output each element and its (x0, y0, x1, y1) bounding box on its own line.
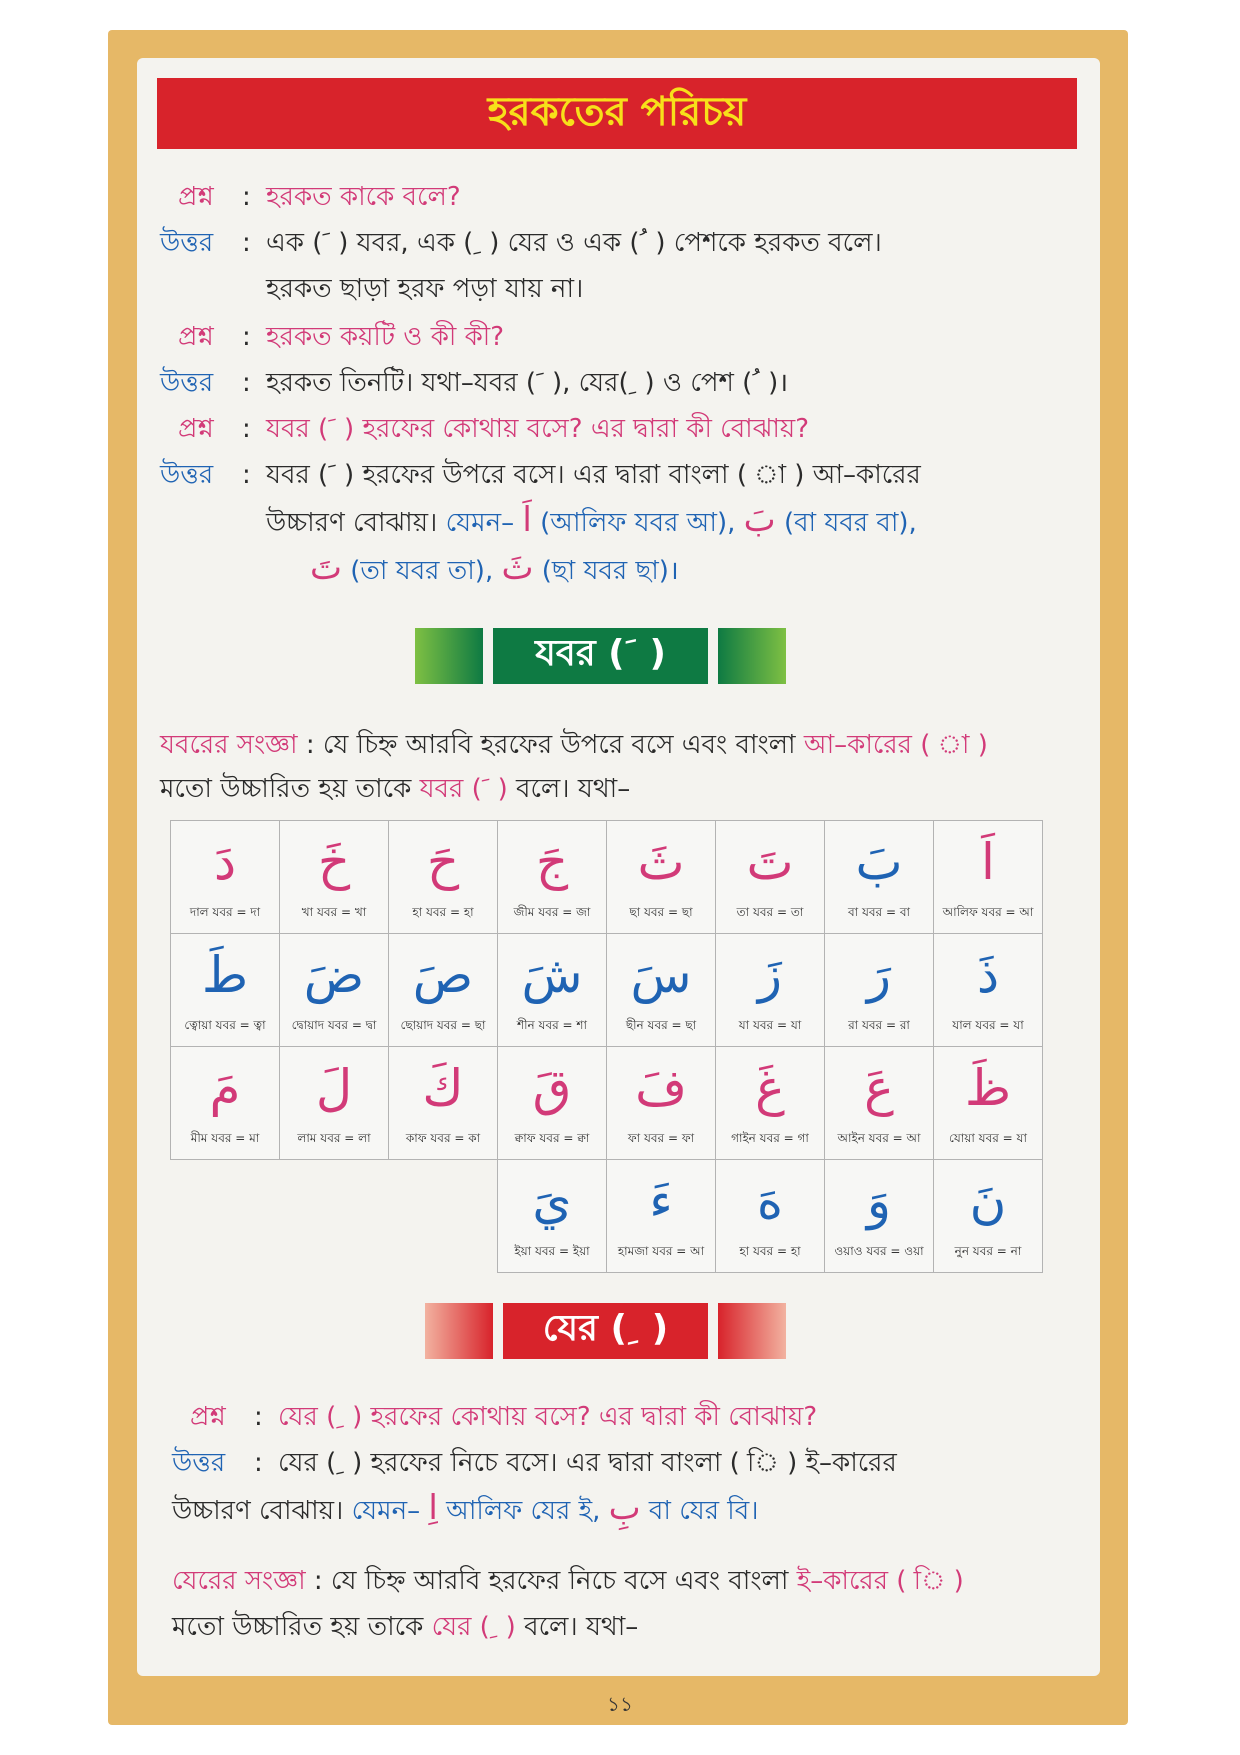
letter-caption: হামজা যবর = আ (617, 1244, 705, 1258)
question-label: প্রশ্ন (190, 1402, 226, 1432)
example-text: (আলিফ যবর আ), (540, 508, 736, 538)
example-label: যেমন– (445, 508, 515, 538)
empty-cell (389, 1160, 498, 1273)
letters-row (171, 1047, 1043, 1160)
letter-cell (934, 1160, 1043, 1273)
letter-cell (498, 1160, 607, 1273)
letter-caption: যোয়া যবর = যা (949, 1131, 1027, 1145)
arabic-letter: عَ (864, 1059, 894, 1117)
colon: : (242, 182, 251, 212)
letter-cell (934, 1047, 1043, 1160)
q3-row (160, 408, 1080, 452)
letter-cell (934, 821, 1043, 934)
letter-caption: আলিফ যবর = আ (942, 905, 1034, 919)
letter-caption: যাল যবর = যা (952, 1018, 1024, 1032)
letter-caption: ছীন যবর = ছা (625, 1018, 697, 1032)
letter-caption: ক্বাফ যবর = ক্বা (514, 1131, 590, 1145)
arabic-letter: بِ (608, 1488, 641, 1528)
letter-cell (825, 821, 934, 934)
colon: : (242, 368, 251, 398)
colon: : (242, 460, 251, 490)
arabic-letter: كَ (422, 1059, 464, 1117)
empty-cell (280, 1160, 389, 1273)
letter-caption: শীন যবর = শা (517, 1018, 587, 1032)
letter-cell (607, 821, 716, 934)
a4-line1: যের ( ِ ) হরফের নিচে বসে। এর দ্বারা বাংলা ( ি ) ই–কারের (278, 1448, 897, 1478)
a3-row2 (160, 500, 1186, 546)
answer-label: উত্তর (160, 368, 214, 398)
letter-cell (716, 934, 825, 1047)
decor-block (718, 628, 786, 684)
arabic-letter: وَ (866, 1172, 892, 1230)
question-label: প্রশ্ন (178, 414, 214, 444)
letter-cell (607, 1160, 716, 1273)
q3-text: যবর ( َ ) হরফের কোথায় বসে? এর দ্বারা কী বোঝায়? (266, 414, 810, 444)
letter-caption: ত্বোয়া যবর = ত্বা (184, 1018, 266, 1032)
section-header-zabar (415, 628, 786, 684)
arabic-letter: مَ (209, 1059, 241, 1117)
arabic-letter: يَ (532, 1172, 572, 1230)
letter-cell (171, 934, 280, 1047)
q1-text: হরকত কাকে বলে? (266, 182, 461, 212)
a1-row2 (160, 268, 1186, 312)
arabic-letter: رَ (866, 946, 892, 1004)
arabic-letter: تَ (746, 833, 794, 891)
arabic-letter: لَ (315, 1059, 353, 1117)
q2-text: হরকত কয়টি ও কী কী? (266, 322, 505, 352)
question-label: প্রশ্ন (178, 322, 214, 352)
letter-caption: বা যবর = বা (847, 905, 910, 919)
example-text: (ছা যবর ছা)। (541, 556, 679, 586)
definition-term: যবরের সংজ্ঞা (160, 730, 298, 760)
arabic-letter: ثَ (501, 548, 534, 588)
letter-caption: ছা যবর = ছা (629, 905, 693, 919)
definition-highlight: আ–কারের ( া ) (803, 730, 988, 760)
letter-cell (389, 934, 498, 1047)
arabic-letter: ثَ (637, 833, 685, 891)
letter-caption: হা যবর = হা (412, 905, 474, 919)
arabic-letter: ضَ (303, 946, 365, 1004)
a3-row (160, 454, 1080, 498)
letter-cell (389, 1047, 498, 1160)
q4-row (172, 1396, 1092, 1440)
arabic-letter: طَ (201, 946, 249, 1004)
letter-caption: যা যবর = যা (738, 1018, 802, 1032)
q1-row (160, 176, 1080, 220)
letter-cell (825, 934, 934, 1047)
a4-line2-text: উচ্চারণ বোঝায়। (172, 1496, 344, 1526)
empty-cell (171, 1160, 280, 1273)
letter-cell (607, 1047, 716, 1160)
letter-cell (825, 1160, 934, 1273)
letter-caption: গাইন যবর = গা (731, 1131, 809, 1145)
letter-cell (716, 1160, 825, 1273)
letter-cell (716, 821, 825, 934)
zabar-def-row1 (160, 724, 1080, 768)
a1-row (160, 222, 1080, 266)
letter-cell (934, 934, 1043, 1047)
arabic-letter: قَ (532, 1059, 572, 1117)
arabic-letter: اَ (981, 833, 995, 891)
arabic-letter: تَ (310, 548, 343, 588)
colon: : (254, 1402, 263, 1432)
letter-cell (280, 821, 389, 934)
letters-row (171, 934, 1043, 1047)
letters-table (170, 820, 1043, 1273)
section-title-zabar: যবর ( َ ) (493, 628, 708, 684)
definition-term: যেরের সংজ্ঞা (172, 1566, 306, 1596)
example-label: যেমন– (351, 1496, 421, 1526)
definition-text: মতো উচ্চারিত হয় তাকে (160, 774, 412, 804)
arabic-letter: ءَ (649, 1172, 673, 1230)
answer-label: উত্তর (160, 228, 214, 258)
arabic-letter: سَ (630, 946, 692, 1004)
letter-caption: জীম যবর = জা (513, 905, 591, 919)
q2-row (160, 316, 1080, 360)
arabic-letter: هَ (756, 1172, 784, 1230)
answer-label: উত্তর (172, 1448, 226, 1478)
letter-caption: লাম যবর = লা (297, 1131, 371, 1145)
a4-row (172, 1442, 1092, 1486)
a3-line1: যবর ( َ ) হরফের উপরে বসে। এর দ্বারা বাংলা ( া ) আ–কারের (266, 460, 921, 490)
letter-cell (171, 1047, 280, 1160)
definition-text: মতো উচ্চারিত হয় তাকে (172, 1612, 424, 1642)
letter-caption: আইন যবর = আ (837, 1131, 921, 1145)
letters-row (171, 1160, 1043, 1273)
example-text: (বা যবর বা), (783, 508, 917, 538)
letter-caption: ওয়াও যবর = ওয়া (834, 1244, 924, 1258)
letter-caption: মীম যবর = মা (190, 1131, 260, 1145)
letter-caption: ফা যবর = ফা (627, 1131, 695, 1145)
colon: : (242, 228, 251, 258)
definition-text: : যে চিহ্ন আরবি হরফের উপরে বসে এবং বাংলা (305, 730, 796, 760)
definition-highlight: ই–কারের ( ি ) (796, 1566, 964, 1596)
section-header-zer (425, 1303, 786, 1359)
zer-def-row2 (172, 1606, 1092, 1650)
section-title-zer: যের ( ِ ) (503, 1303, 708, 1359)
definition-highlight: যবর ( َ ) (419, 774, 508, 804)
letter-caption: কাফ যবর = কা (405, 1131, 481, 1145)
arabic-letter: جَ (535, 833, 569, 891)
example-text: বা যের বি। (648, 1496, 759, 1526)
letter-cell (498, 821, 607, 934)
letters-row (171, 821, 1043, 934)
letter-caption: নুন যবর = না (954, 1244, 1022, 1258)
definition-text: বলে। যথা– (516, 774, 631, 804)
arabic-letter: اَ (522, 500, 532, 540)
decor-block (425, 1303, 493, 1359)
colon: : (254, 1448, 263, 1478)
letter-cell (280, 1047, 389, 1160)
letter-caption: রা যবর = রা (848, 1018, 910, 1032)
q4-text: যের ( ِ ) হরফের কোথায় বসে? এর দ্বারা কী বোঝায়? (278, 1402, 818, 1432)
arabic-letter: فَ (635, 1059, 687, 1117)
arabic-letter: بَ (743, 500, 776, 540)
decor-block (718, 1303, 786, 1359)
a1-line1: এক ( َ ) যবর, এক ( ِ ) যের ও এক ( ُ ) পেশকে হরকত বলে। (266, 228, 882, 258)
arabic-letter: ذَ (976, 946, 1000, 1004)
letter-cell (498, 1047, 607, 1160)
letter-cell (498, 934, 607, 1047)
arabic-letter: اِ (428, 1488, 438, 1528)
page-title: হরকতের পরিচয় (487, 89, 747, 135)
answer-label: উত্তর (160, 460, 214, 490)
letter-cell (389, 821, 498, 934)
a4-row2 (172, 1488, 1092, 1534)
letter-caption: দ্বোয়াদ যবর = দ্বা (291, 1018, 377, 1032)
zabar-def-row2 (160, 768, 1080, 812)
arabic-letter: زَ (757, 946, 783, 1004)
letter-caption: ইয়া যবর = ইয়া (514, 1244, 590, 1258)
definition-text: : যে চিহ্ন আরবি হরফের নিচে বসে এবং বাংলা (313, 1566, 789, 1596)
page-number: ১১ (607, 1692, 633, 1716)
a3-line2-text: উচ্চারণ বোঝায়। (266, 508, 438, 538)
letter-caption: তা যবর = তা (736, 905, 804, 919)
a2-text: হরকত তিনটি। যথা–যবর ( َ ), যের( ِ ) ও পেশ ( ُ )। (266, 368, 789, 398)
arabic-letter: نَ (969, 1172, 1007, 1230)
arabic-letter: خَ (317, 833, 351, 891)
colon: : (242, 322, 251, 352)
title-bar (157, 78, 1077, 149)
letter-cell (716, 1047, 825, 1160)
arabic-letter: غَ (755, 1059, 785, 1117)
arabic-letter: حَ (426, 833, 460, 891)
letter-cell (280, 934, 389, 1047)
example-text: আলিফ যের ই, (446, 1496, 601, 1526)
letter-caption: ছোয়াদ যবর = ছা (400, 1018, 486, 1032)
zer-def-row1 (172, 1560, 1092, 1604)
letter-cell (825, 1047, 934, 1160)
arabic-letter: شَ (521, 946, 583, 1004)
definition-highlight: যের ( ِ ) (431, 1612, 516, 1642)
decor-block (415, 628, 483, 684)
letter-cell (607, 934, 716, 1047)
definition-text: বলে। যথা– (524, 1612, 639, 1642)
question-label: প্রশ্ন (178, 182, 214, 212)
a3-row3 (160, 548, 1230, 594)
arabic-letter: دَ (213, 833, 237, 891)
a2-row (160, 362, 1080, 406)
letter-caption: খা যবর = খা (301, 905, 367, 919)
arabic-letter: ظَ (964, 1059, 1012, 1117)
arabic-letter: بَ (855, 833, 903, 891)
a1-line2: হরকত ছাড়া হরফ পড়া যায় না। (266, 274, 584, 304)
example-text: (তা যবর তা), (350, 556, 494, 586)
letter-cell (171, 821, 280, 934)
colon: : (242, 414, 251, 444)
letter-caption: দাল যবর = দা (189, 905, 261, 919)
letter-caption: হা যবর = হা (739, 1244, 801, 1258)
arabic-letter: صَ (412, 946, 474, 1004)
